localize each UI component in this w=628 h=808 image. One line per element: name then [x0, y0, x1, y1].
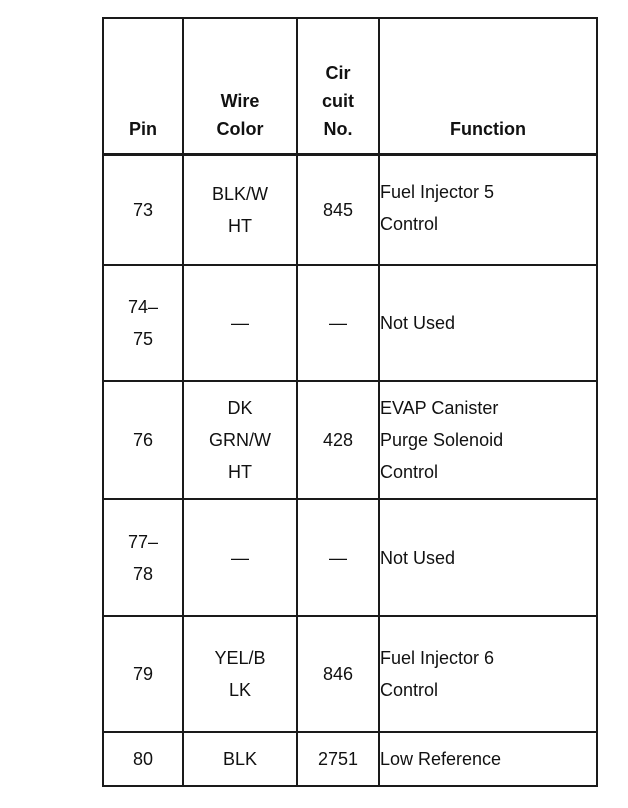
circuit-no-cell — [297, 381, 379, 499]
header-row — [103, 18, 597, 154]
wire-color-cell — [183, 381, 297, 499]
pin-line: 76 — [132, 430, 154, 450]
pin-line: 74– — [127, 297, 159, 317]
circuit-no-line: 428 — [322, 430, 354, 450]
pin-line: 73 — [132, 199, 154, 220]
function-line: Fuel Injector 6 — [380, 648, 495, 668]
wire-color-line: YEL/B — [214, 648, 266, 668]
function-line: EVAP Canister — [380, 398, 499, 418]
function-cell — [379, 381, 597, 499]
pin-line: 77– — [127, 531, 159, 552]
circuit-no-line: — — [329, 313, 347, 333]
circuit-no-line: 846 — [322, 664, 354, 684]
pin-cell — [103, 732, 183, 786]
wire-color-line: LK — [228, 680, 252, 700]
function-line: Control — [380, 680, 439, 700]
function-line: Fuel Injector 5 — [380, 181, 495, 202]
wire-color-cell — [183, 499, 297, 616]
circuit-no-cell — [297, 154, 379, 265]
table-header — [103, 18, 597, 154]
pin-cell — [103, 381, 183, 499]
circuit-no-cell — [297, 616, 379, 732]
pin-line: 78 — [132, 563, 154, 584]
header-wire-color-line: Wire — [220, 90, 260, 111]
pin-cell — [103, 154, 183, 265]
table-row — [103, 154, 597, 265]
table-row — [103, 499, 597, 616]
wire-color-line: HT — [228, 462, 252, 482]
function-cell — [379, 732, 597, 786]
function-cell — [379, 154, 597, 265]
header-wire-color — [183, 18, 297, 154]
wire-color-cell — [183, 616, 297, 732]
wire-color-line: — — [231, 547, 249, 568]
pin-line: 75 — [132, 329, 154, 349]
function-line: Not Used — [380, 313, 456, 333]
table-body — [103, 154, 597, 786]
function-line: Control — [380, 462, 439, 482]
pin-line: 79 — [132, 664, 154, 684]
circuit-no-line: — — [329, 547, 347, 568]
header-circuit-no — [297, 18, 379, 154]
circuit-no-line: 2751 — [317, 749, 359, 769]
header-pin — [103, 18, 183, 154]
circuit-no-cell — [297, 499, 379, 616]
table-row — [103, 381, 597, 499]
header-circuit-no-line: No. — [323, 118, 353, 139]
wire-color-line: GRN/W — [209, 430, 271, 450]
wire-color-line: BLK — [222, 749, 258, 769]
wire-color-line: — — [231, 313, 249, 333]
header-function-line: Function — [450, 118, 526, 139]
header-function — [379, 18, 597, 154]
function-cell — [379, 265, 597, 381]
pin-cell — [103, 616, 183, 732]
header-wire-color-line: Color — [216, 118, 264, 139]
table-row — [103, 616, 597, 732]
pin-cell — [103, 265, 183, 381]
function-cell — [379, 499, 597, 616]
header-circuit-no-line: Cir — [325, 62, 351, 83]
pin-line: 80 — [132, 749, 154, 769]
wire-color-line: BLK/W — [211, 183, 268, 204]
pin-cell — [103, 499, 183, 616]
table-row — [103, 265, 597, 381]
header-pin-line: Pin — [128, 118, 157, 139]
wire-color-cell — [183, 732, 297, 786]
function-line: Purge Solenoid — [380, 430, 504, 450]
function-line: Control — [380, 213, 439, 234]
wire-color-cell — [183, 265, 297, 381]
header-circuit-no-line: cuit — [321, 90, 354, 111]
wire-color-cell — [183, 154, 297, 265]
wire-color-line: HT — [228, 215, 252, 236]
wire-color-line: DK — [227, 398, 253, 418]
pin-table — [102, 17, 598, 787]
table-row — [103, 732, 597, 786]
circuit-no-line: 845 — [322, 199, 354, 220]
function-cell — [379, 616, 597, 732]
function-line: Not Used — [380, 547, 456, 568]
function-line: Low Reference — [380, 749, 502, 769]
circuit-no-cell — [297, 732, 379, 786]
circuit-no-cell — [297, 265, 379, 381]
